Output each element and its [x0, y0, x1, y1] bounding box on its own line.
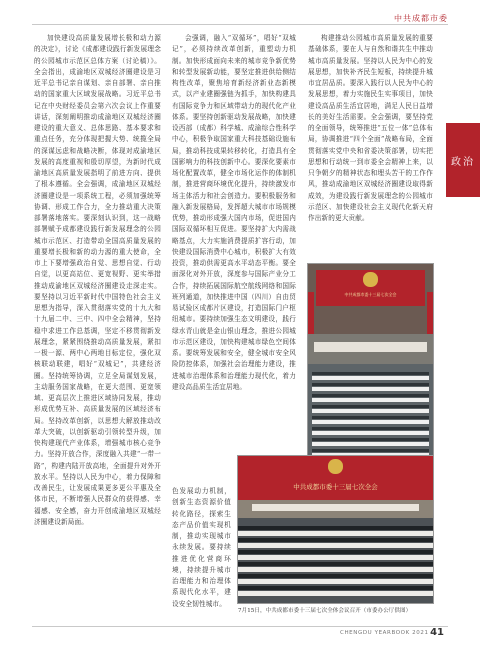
- text-column-2-continued: [172, 486, 231, 621]
- section-header: 中共成都市委: [394, 14, 448, 23]
- column-2-text: 会强调，融入“双循环”，唱好“双城记”，必须持续改革创新，重塑动力机制。加快形成面向未来的城市竞争新优势和转型发展新动能，要坚定推进供给侧结构性改革，聚焦培育新经济新业态新模式，以产业建圈强链为抓手，加快构建具有国际竞争力和区域带动力的现代化产业体系。要坚持创新驱动发展战略，加快建设西部（成都）科学城、成渝综合性科学中心，积极争取国家重大科技基础设施布局，推动科技成果转移转化，打造具有全国影响力的科技创新中心。要深化要素市场化配置改革，健全市场化运作的体制机制，推进营商环境优化提升，持续激发市场主体活力和社会创造力。要积极服务和融入新发展格局，发挥超大城市市场规模优势，推动形成强大国内市场，促进国内国际双循环相互促进。要坚持扩大内需战略基点，大力实施消费提质扩容行动，加快建设国际消费中心城市，积极扩大有效投资，推动供需更高水平动态平衡。要全面深化对外开放，深度参与国际产业分工合作，持续拓展国际航空航线网络和国际班列通道，加快推进中国（四川）自由贸易试验区成都片区建设，打造国际门户枢纽城市。要持续加强生态文明建设，践行绿水青山就是金山银山理念，推进公园城市示范区建设，加快构建城市绿色空间体系。要统筹发展和安全，健全城市安全风险防控体系，加强社会治理能力建设，推进城市治理体系和治理能力现代化，着力建设高品质生活宜居地。: [172, 34, 296, 391]
- side-tab-label: 政治: [451, 156, 475, 168]
- header-rule: [32, 24, 448, 25]
- session-photo-2: [237, 455, 434, 604]
- text-column-3: [308, 33, 433, 288]
- column-3-text: 构建推动公园城市高质量发展的重要基础体系，要在人与自然和谐共生中推动城市高质量发展。坚持以人民为中心的发展思想，加快补齐民生短板，持续提升城市宜居品质。要深入践行以人民为中心的发展思想，着力实施民生实事项目，加快建设高品质生活宜居地，满足人民日益增长的美好生活需要。全会强调，要坚持党的全面领导，统筹推进“五位一体”总体布局，协调推进“四个全面”战略布局，全面贯彻落实党中央和省委决策部署，切实把思想和行动统一到市委全会精神上来，以只争朝夕的精神状态和埋头苦干的工作作风，推动成渝地区双城经济圈建设取得新成效，为建设践行新发展理念的公园城市示范区、加快建设社会主义现代化新天府作出新的更大贡献。: [308, 34, 433, 222]
- section-side-tab: [446, 123, 480, 197]
- page-number: 41: [430, 627, 444, 638]
- footer-rule: [32, 626, 448, 627]
- column-2-continued-text: 色发展动力机制，创新生态资源价值转化路径，探索生态产品价值实现机制，推动实现城市永续发展。要持续推进优化营商环境，持续提升城市治理能力和治理体系现代化水平，建设安全韧性城市。: [172, 487, 231, 608]
- session-photo-1-banner: 中共成都市委十三届七次全会: [344, 292, 397, 297]
- column-1-text: 加快建设高质量发展增长极和动力源的决定》，讨论《成都建设践行新发展理念的公园城市示范区总体方案（讨论稿）》。全会指出，成渝地区双城经济圈建设是习近平总书记亲自谋划、亲自部署、亲自推动的国家重大区域发展战略。习近平总书记在中央财经委员会第六次会议上作重要讲话，深刻阐明推动成渝地区双城经济圈建设的重大意义、总体思路、基本要求和重点任务，充分体现把握大势、统揽全局的深谋远虑和战略决断，体现对成渝地区发展的高度重视和殷切厚望，为新时代成渝地区高质量发展指明了前进方向、提供了根本遵循。全会强调，成渝地区双城经济圈建设是一项系统工程，必须加强统筹协调、形成工作合力，全力推动重大决策部署落地落实。要深刻认识到，这一战略部署赋予成都建设践行新发展理念的公园城市示范区、打造带动全国高质量发展的重要增长极和新的动力源的重大使命，全市上下要增强政治自觉、思想自觉、行动自觉，以更高站位、更宽视野、更实举措推动成渝地区双城经济圈建设走深走实。要坚持以习近平新时代中国特色社会主义思想为指导，深入贯彻落实党的十九大和十九届二中、三中、四中全会精神，坚持稳中求进工作总基调，坚定不移贯彻新发展理念，紧紧围绕推动高质量发展，紧扣一极一源、两中心两地目标定位，强化双核联动联建，唱好“双城记”，共建经济圈。坚持统筹协调，立足全局谋划发展，主动服务国家战略，在更大范围、更宽领域、更高层次上推进区域协同发展，推动形成优势互补、高质量发展的区域经济布局。坚持改革创新，以思想大解放推动改革大突破，以创新驱动引领转型升级，加快构建现代产业体系，增强城市核心竞争力。坚持开放合作，深度融入共建“一带一路”，构建内陆开放高地，全面提升对外开放水平。坚持以人民为中心，着力保障和改善民生，让发展成果更多更公平惠及全体市民，不断增强人民群众的获得感、幸福感、安全感，奋力开创成渝地区双城经济圈建设新局面。: [34, 34, 161, 526]
- text-column-1: [34, 33, 161, 630]
- text-column-2: [172, 33, 296, 483]
- session-photo-2-banner: 中共成都市委十三届七次全会: [293, 483, 378, 491]
- session-photo-2-image: [238, 456, 433, 603]
- session-photo-1: [307, 263, 434, 484]
- photo-caption: 7月15日，中共成都市委十三届七次全体会议召开（市委办公厅供图）: [238, 608, 412, 614]
- yearbook-label: CHENGDU YEARBOOK 2021: [340, 630, 429, 636]
